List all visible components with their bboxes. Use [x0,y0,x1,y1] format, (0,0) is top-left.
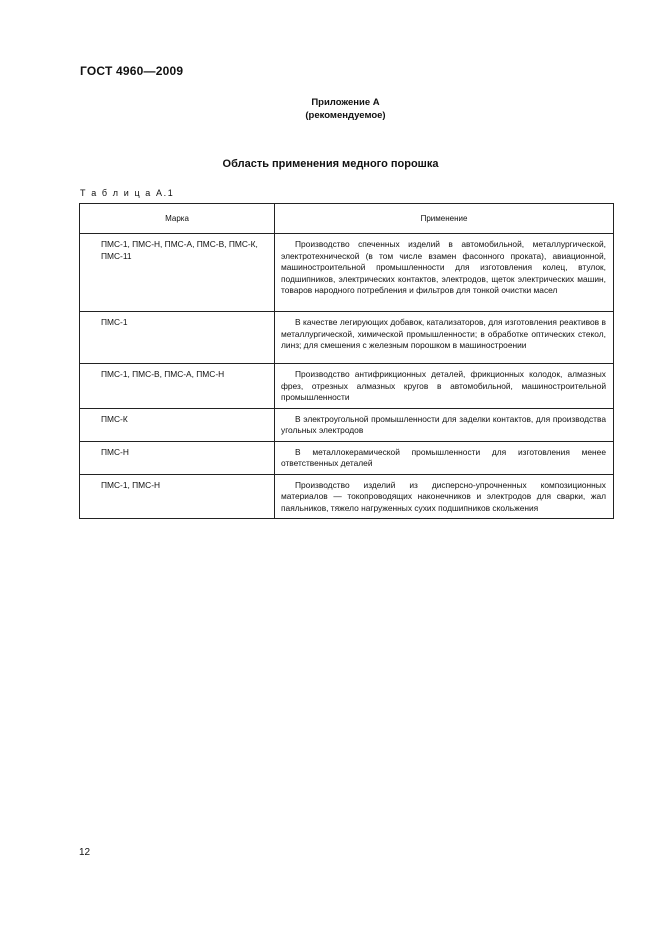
mark-cell: ПМС-1, ПМС-Н [80,474,275,519]
use-cell: Производство изделий из дисперсно-упрочненных композиционных материалов — токопроводящих наконечников и электродов для сварки, жал паяльников, тяжело нагруженных сухих подшипников скольжения [275,474,614,519]
table-label: Т а б л и ц а А.1 [80,188,175,198]
table-header-row [80,204,614,234]
use-cell: В электроугольной промышленности для заделки контактов, для производства угольных электродов [275,408,614,441]
column-header-mark: Марка [80,204,275,234]
use-cell: Производство спеченных изделий в автомобильной, металлургической, электротехнической (в том числе взамен фасонного проката), авиационной, машиностроительной промышленности для изготовления колец, втулок, подшипников, электрических контактов, электродов, щеток электрических машин, товаров народного потребления и фильтров для тонкой очистки масел [275,234,614,312]
appendix-title: Приложение А [311,97,380,108]
column-header-use: Применение [275,204,614,234]
table-row [80,474,614,519]
mark-cell: ПМС-К [80,408,275,441]
use-cell: Производство антифрикционных деталей, фрикционных колодок, алмазных фрез, отрезных алмазных кругов в автомобильной, машиностроительной промышленности [275,364,614,409]
table-row [80,408,614,441]
table-row [80,312,614,364]
appendix-status: (рекомендуемое) [305,110,386,121]
standard-code: ГОСТ 4960—2009 [80,64,184,78]
table-row [80,234,614,312]
appendix-heading [0,96,661,122]
use-cell: В качестве легирующих добавок, катализаторов, для изготовления реактивов в металлургической, химической промышленности; в обработке оптических стекол, линз; для смешения с железным порошком в машиностроении [275,312,614,364]
page-number: 12 [79,847,91,858]
mark-cell: ПМС-1 [80,312,275,364]
use-cell: В металлокерамической промышленности для изготовления менее ответственных деталей [275,441,614,474]
mark-cell: ПМС-Н [80,441,275,474]
mark-cell: ПМС-1, ПМС-В, ПМС-А, ПМС-Н [80,364,275,409]
application-table [79,203,614,519]
table-row [80,364,614,409]
mark-cell: ПМС-1, ПМС-Н, ПМС-А, ПМС-В, ПМС-К, ПМС-11 [80,234,275,312]
table-row [80,441,614,474]
section-title: Область применения медного порошка [222,158,439,170]
